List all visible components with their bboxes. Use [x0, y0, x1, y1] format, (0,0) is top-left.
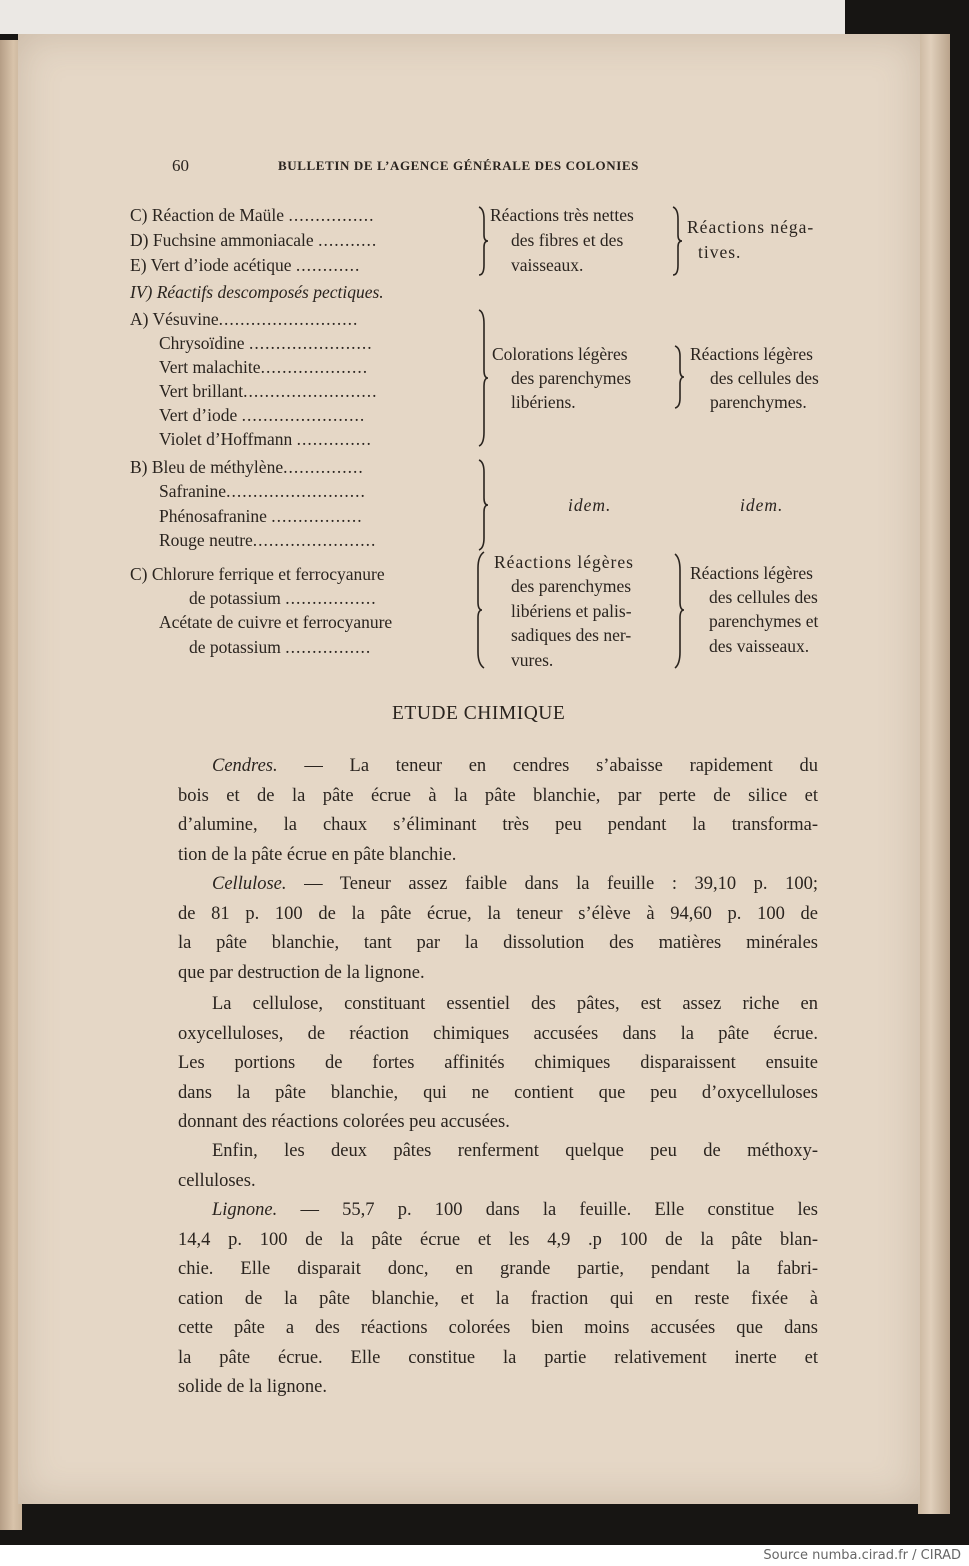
group-b-item: [159, 479, 475, 503]
section-title: ETUDE CHIMIQUE: [392, 703, 566, 724]
section-iv-title: IV) Réactifs descomposés pectiques.: [130, 282, 384, 302]
leader-dots: .......................: [241, 405, 366, 425]
text-line: de 81 p. 100 de la pâte écrue, la teneur s’élève à 94,60 p. 100 de: [178, 903, 818, 924]
brace: [672, 344, 686, 410]
leader-dots: ..........................: [226, 481, 366, 501]
brace: [476, 205, 490, 277]
group-c-result-line4: sadiques des ner-: [511, 625, 632, 645]
row-label: E) Vert d’iode acétique: [130, 255, 292, 275]
row-label: Vert brillant: [159, 381, 244, 401]
text-line: solide de la lignone.: [178, 1377, 327, 1397]
group-b-result2: idem.: [740, 495, 784, 515]
group-a-item: [159, 379, 475, 403]
group1-result-line1: Réactions très nettes: [490, 205, 634, 225]
table-row-e: [130, 253, 475, 277]
group-b-item: [159, 504, 475, 528]
paragraph-enfin: [178, 1137, 818, 1196]
paragraph-lead: Cendres.: [212, 756, 278, 776]
text-line: que par destruction de la lignone.: [178, 962, 425, 983]
group-c-result-line5: vures.: [511, 650, 554, 670]
row-label: Vert d’iode: [159, 405, 238, 425]
leader-dots: .................: [285, 588, 377, 608]
row-label: D) Fuchsine ammoniacale: [130, 230, 314, 250]
top-sheet: [0, 0, 845, 34]
brace: [670, 205, 684, 277]
brace: [474, 550, 488, 670]
group-c-item: Acétate de cuivre et ferrocyanure: [159, 612, 393, 632]
group-c-result2-line3: parenchymes et: [709, 611, 819, 631]
row-label: Violet d’Hoffmann: [159, 429, 293, 449]
source-credit: Source numba.cirad.fr / CIRAD: [763, 1548, 961, 1563]
text-line: celluloses.: [178, 1170, 256, 1191]
text-line: La cellulose, constituant essentiel des pâtes, est assez riche en: [212, 994, 818, 1014]
paragraph-cellulose-2: [178, 990, 818, 1138]
paragraph-lignone: [178, 1196, 818, 1403]
group-a-result-line1: Colorations légères: [492, 344, 628, 364]
paragraph-lead: Lignone.: [212, 1200, 278, 1220]
row-label: Phénosafranine: [159, 506, 267, 526]
page-number: 60: [172, 156, 189, 175]
leader-dots: ................: [285, 637, 372, 657]
group1-result-line2: des fibres et des: [511, 230, 624, 250]
text-line: donnant des réactions colorées peu accusées.: [178, 1112, 510, 1132]
paragraph-cellulose: [178, 870, 818, 988]
group1-result2-line2: tives.: [698, 242, 742, 262]
group1-result-line3: vaisseaux.: [511, 255, 584, 275]
brace: [476, 308, 490, 448]
running-title: BULLETIN DE L’AGENCE GÉNÉRALE DES COLONIES: [278, 158, 640, 173]
group-b-item: [159, 528, 475, 552]
text-line: bois et de la pâte écrue à la pâte blanchie, par perte de silice et: [178, 785, 818, 806]
brace: [476, 458, 490, 552]
group-b-result: idem.: [568, 495, 612, 515]
group-c-item: [189, 635, 475, 659]
row-label: de potassium: [189, 637, 281, 657]
leader-dots: ...........: [318, 230, 378, 250]
group-b-item: [130, 455, 475, 479]
group-c-result2-line2: des cellules des: [709, 587, 818, 607]
text-line: oxycelluloses, de réaction chimiques accusées dans la pâte écrue.: [178, 1023, 818, 1044]
group-c-result2-line4: des vaisseaux.: [709, 636, 810, 656]
text-line: la pâte blanchie, tant par la dissolution des matières minérales: [178, 933, 818, 953]
text-line: 14,4 p. 100 de la pâte écrue et les 4,9 .p 100 de la pâte blan-: [178, 1229, 818, 1250]
brace: [672, 552, 686, 670]
group-c-item: [189, 586, 475, 610]
row-label: B) Bleu de méthylène: [130, 457, 284, 477]
paragraph-lead: Cellulose.: [212, 874, 287, 894]
leader-dots: .......................: [248, 333, 373, 353]
group-a-result-line3: libériens.: [511, 392, 576, 412]
leader-dots: ..............: [296, 429, 372, 449]
line-text: — La teneur en cendres s’abaisse rapidement du: [277, 756, 818, 776]
text-line: Enfin, les deux pâtes renferment quelque peu de méthoxy-: [212, 1141, 818, 1161]
group-a-result-line2: des parenchymes: [511, 368, 632, 388]
group1-result2-line1: Réactions néga-: [687, 217, 815, 237]
text-line: tion de la pâte écrue en pâte blanchie.: [178, 844, 457, 865]
row-label: Safranine: [159, 481, 227, 501]
leader-dots: ............: [295, 255, 361, 275]
text-line: [178, 870, 818, 900]
text-line: d’alumine, la chaux s’éliminant très peu pendant la transforma-: [178, 815, 818, 835]
row-label: C) Réaction de Maüle: [130, 205, 285, 225]
leader-dots: .......................: [252, 530, 377, 550]
group-c-item: C) Chlorure ferrique et ferrocyanure: [130, 564, 385, 584]
leader-dots: ................: [288, 205, 375, 225]
line-text: — Teneur assez faible dans la feuille : 39,10 p. 100;: [286, 874, 818, 894]
line-text: — 55,7 p. 100 dans la feuille. Elle constitue les: [277, 1200, 818, 1220]
table-row-c: [130, 203, 475, 227]
text-line: la pâte écrue. Elle constitue la partie relativement inerte et: [178, 1347, 818, 1368]
text-line: [178, 752, 818, 782]
group-a-item: [159, 403, 475, 427]
leader-dots: ...............: [283, 457, 364, 477]
group-a-result2-line3: parenchymes.: [710, 392, 807, 412]
paragraph-cendres: [178, 752, 818, 870]
group-a-item: [159, 355, 475, 379]
group-a-item: [159, 331, 475, 355]
table-row-d: [130, 228, 475, 252]
leader-dots: ....................: [260, 357, 369, 377]
leader-dots: ..........................: [218, 309, 359, 329]
text-line: Les portions de fortes affinités chimiques disparaissent ensuite: [178, 1053, 818, 1073]
row-label: Vert malachite: [159, 357, 261, 377]
row-label: Chrysoïdine: [159, 333, 245, 353]
row-label: A) Vésuvine: [130, 309, 219, 329]
text-line: chie. Elle disparait donc, en grande partie, pendant la fabri-: [178, 1259, 818, 1279]
group-a-result2-line1: Réactions légères: [690, 344, 813, 364]
row-label: Rouge neutre: [159, 530, 253, 550]
text-line: [178, 1196, 818, 1226]
page-stack-right: [918, 34, 950, 1514]
group-c-result2-line1: Réactions légères: [690, 563, 813, 583]
group-c-result-line3: libériens et palis-: [511, 601, 632, 621]
leader-dots: .........................: [243, 381, 378, 401]
group-c-result-line2: des parenchymes: [511, 576, 632, 596]
text-line: cation de la pâte blanchie, et la fraction qui en reste fixée à: [178, 1288, 818, 1309]
leader-dots: .................: [271, 506, 363, 526]
group-a-item: [159, 427, 475, 451]
group-a-result2-line2: des cellules des: [710, 368, 819, 388]
row-label: de potassium: [189, 588, 281, 608]
text-line: dans la pâte blanchie, qui ne contient que peu d’oxycelluloses: [178, 1082, 818, 1103]
group-a-item: [130, 307, 475, 331]
text-line: cette pâte a des réactions colorées bien moins accusées que dans: [178, 1318, 818, 1338]
group-c-result-line1: Réactions légères: [494, 552, 634, 572]
